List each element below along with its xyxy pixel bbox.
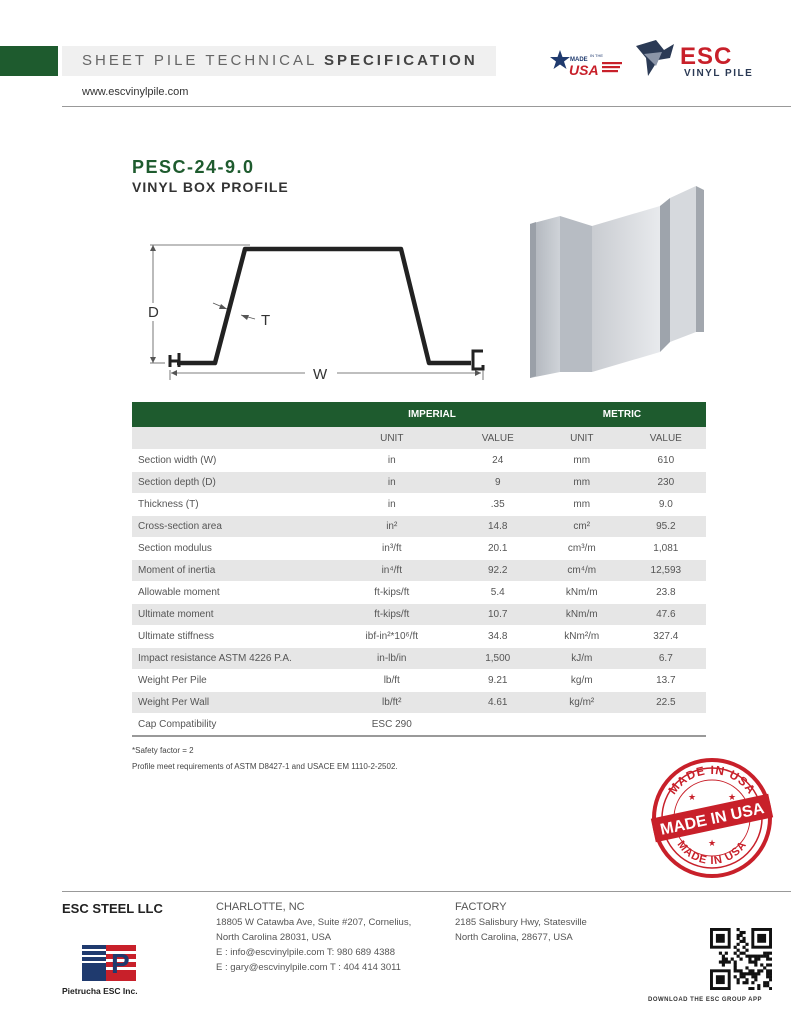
metric-value: 230 (626, 472, 706, 494)
requirements-note: Profile meet requirements of ASTM D8427-1 and USACE EM 1110-2-2502. (132, 762, 398, 771)
sub-header-unit: UNIT (538, 427, 626, 450)
table-row (132, 692, 706, 714)
svg-text:IN THE: IN THE (590, 53, 604, 58)
header-divider (62, 106, 791, 107)
metric-value: 22.5 (626, 692, 706, 714)
sub-header-unit: UNIT (326, 427, 458, 450)
imperial-value: 10.7 (458, 604, 538, 626)
imperial-unit: ft-kips/ft (326, 604, 458, 626)
spec-table (132, 402, 706, 737)
group-metric: METRIC (538, 402, 706, 427)
safety-note: *Safety factor = 2 (132, 746, 194, 755)
svg-text:MADE: MADE (570, 57, 588, 63)
imperial-value: 5.4 (458, 582, 538, 604)
svg-text:★: ★ (688, 792, 697, 802)
imperial-value: .35 (458, 494, 538, 516)
imperial-value (458, 714, 538, 737)
row-label: Cross-section area (132, 516, 326, 538)
product-name: VINYL BOX PROFILE (132, 179, 289, 195)
imperial-unit: in-lb/in (326, 648, 458, 670)
qr-code[interactable] (710, 928, 772, 990)
stamp-text-bottom: MADE IN USA (674, 838, 750, 868)
office-contact-gary[interactable]: E : gary@escvinylpile.com T : 404 414 3011 (216, 962, 401, 973)
table-row (132, 560, 706, 582)
row-label: Section width (W) (132, 450, 326, 472)
website-link[interactable]: www.escvinylpile.com (82, 86, 189, 98)
imperial-unit: lb/ft² (326, 692, 458, 714)
header-accent-bar (0, 46, 58, 76)
sub-header-value: VALUE (626, 427, 706, 450)
metric-value (626, 714, 706, 737)
group-imperial: IMPERIAL (326, 402, 538, 427)
footer-divider (62, 891, 791, 892)
row-label: Moment of inertia (132, 560, 326, 582)
imperial-value: 9 (458, 472, 538, 494)
office-address-block (216, 901, 411, 975)
imperial-value: 1,500 (458, 648, 538, 670)
imperial-unit: in (326, 494, 458, 516)
metric-unit: kg/m² (538, 692, 626, 714)
made-in-usa-stamp (650, 756, 774, 880)
row-label: Ultimate moment (132, 604, 326, 626)
table-row (132, 626, 706, 648)
factory-line: North Carolina, 28677, USA (455, 932, 573, 943)
svg-text:★: ★ (728, 792, 737, 802)
table-row (132, 494, 706, 516)
metric-value: 12,593 (626, 560, 706, 582)
factory-address-block (455, 901, 587, 945)
imperial-unit: in (326, 472, 458, 494)
company-name: ESC STEEL LLC (62, 901, 163, 916)
row-label: Thickness (T) (132, 494, 326, 516)
table-row (132, 450, 706, 472)
row-label: Weight Per Pile (132, 670, 326, 692)
factory-heading: FACTORY (455, 901, 507, 913)
metric-unit: mm (538, 472, 626, 494)
stamp-text-top: MADE IN USA (665, 762, 759, 797)
row-label: Allowable moment (132, 582, 326, 604)
table-row (132, 582, 706, 604)
metric-unit: cm⁴/m (538, 560, 626, 582)
imperial-unit: in⁴/ft (326, 560, 458, 582)
metric-value: 327.4 (626, 626, 706, 648)
row-label: Impact resistance ASTM 4226 P.A. (132, 648, 326, 670)
pietrucha-logo (82, 945, 140, 983)
table-row (132, 714, 706, 737)
table-row (132, 538, 706, 560)
table-group-header (132, 402, 706, 427)
row-label: Ultimate stiffness (132, 626, 326, 648)
imperial-value: 9.21 (458, 670, 538, 692)
office-line: 18805 W Catawba Ave, Suite #207, Cornelius, (216, 917, 412, 928)
product-code: PESC-24-9.0 (132, 157, 255, 177)
svg-text:VINYL PILE: VINYL PILE (684, 68, 754, 79)
imperial-unit: lb/ft (326, 670, 458, 692)
metric-unit: mm (538, 494, 626, 516)
imperial-value: 20.1 (458, 538, 538, 560)
metric-unit: kNm/m (538, 604, 626, 626)
profile-cross-section-diagram (135, 235, 495, 385)
table-row (132, 604, 706, 626)
page-title: SHEET PILE TECHNICAL SPECIFICATION (82, 52, 478, 69)
product-3d-render (520, 182, 712, 380)
imperial-value: 14.8 (458, 516, 538, 538)
table-row (132, 472, 706, 494)
qr-caption: DOWNLOAD THE ESC GROUP APP (648, 997, 763, 1003)
metric-value: 23.8 (626, 582, 706, 604)
factory-line: 2185 Salisbury Hwy, Statesville (455, 917, 587, 928)
svg-text:★: ★ (708, 838, 717, 848)
imperial-unit: in² (326, 516, 458, 538)
imperial-value: 24 (458, 450, 538, 472)
table-sub-header (132, 427, 706, 450)
table-row (132, 670, 706, 692)
metric-unit: cm³/m (538, 538, 626, 560)
label-d: D (148, 304, 159, 321)
metric-unit: kNm/m (538, 582, 626, 604)
imperial-unit: in (326, 450, 458, 472)
imperial-value: 92.2 (458, 560, 538, 582)
metric-unit: kJ/m (538, 648, 626, 670)
metric-value: 13.7 (626, 670, 706, 692)
row-label: Cap Compatibility (132, 714, 326, 737)
metric-value: 1,081 (626, 538, 706, 560)
svg-text:USA: USA (569, 62, 599, 78)
office-heading: CHARLOTTE, NC (216, 901, 305, 913)
row-label: Section depth (D) (132, 472, 326, 494)
imperial-value: 4.61 (458, 692, 538, 714)
sub-header-value: VALUE (458, 427, 538, 450)
svg-text:ESC: ESC (680, 43, 733, 70)
label-w: W (313, 366, 328, 383)
row-label: Section modulus (132, 538, 326, 560)
row-label: Weight Per Wall (132, 692, 326, 714)
partner-name: Pietrucha ESC Inc. (62, 986, 138, 996)
office-line: North Carolina 28031, USA (216, 932, 332, 943)
table-row (132, 516, 706, 538)
office-contact-info[interactable]: E : info@escvinylpile.com T: 980 689 4388 (216, 947, 395, 958)
metric-unit: mm (538, 450, 626, 472)
metric-value: 610 (626, 450, 706, 472)
imperial-unit: ft-kips/ft (326, 582, 458, 604)
metric-unit (538, 714, 626, 737)
metric-unit: cm² (538, 516, 626, 538)
imperial-unit: ESC 290 (326, 714, 458, 737)
esc-vinyl-pile-logo (634, 36, 770, 80)
imperial-value: 34.8 (458, 626, 538, 648)
imperial-unit: ibf-in²*10⁶/ft (326, 626, 458, 648)
table-row (132, 648, 706, 670)
metric-unit: kg/m (538, 670, 626, 692)
metric-value: 47.6 (626, 604, 706, 626)
stamp-text-middle: MADE IN USA (658, 800, 766, 839)
imperial-unit: in³/ft (326, 538, 458, 560)
group-header-spacer (132, 402, 326, 427)
metric-value: 9.0 (626, 494, 706, 516)
svg-text:P: P (111, 948, 130, 979)
label-t: T (261, 312, 271, 329)
metric-value: 95.2 (626, 516, 706, 538)
metric-unit: kNm²/m (538, 626, 626, 648)
made-in-usa-badge (550, 44, 630, 78)
metric-value: 6.7 (626, 648, 706, 670)
